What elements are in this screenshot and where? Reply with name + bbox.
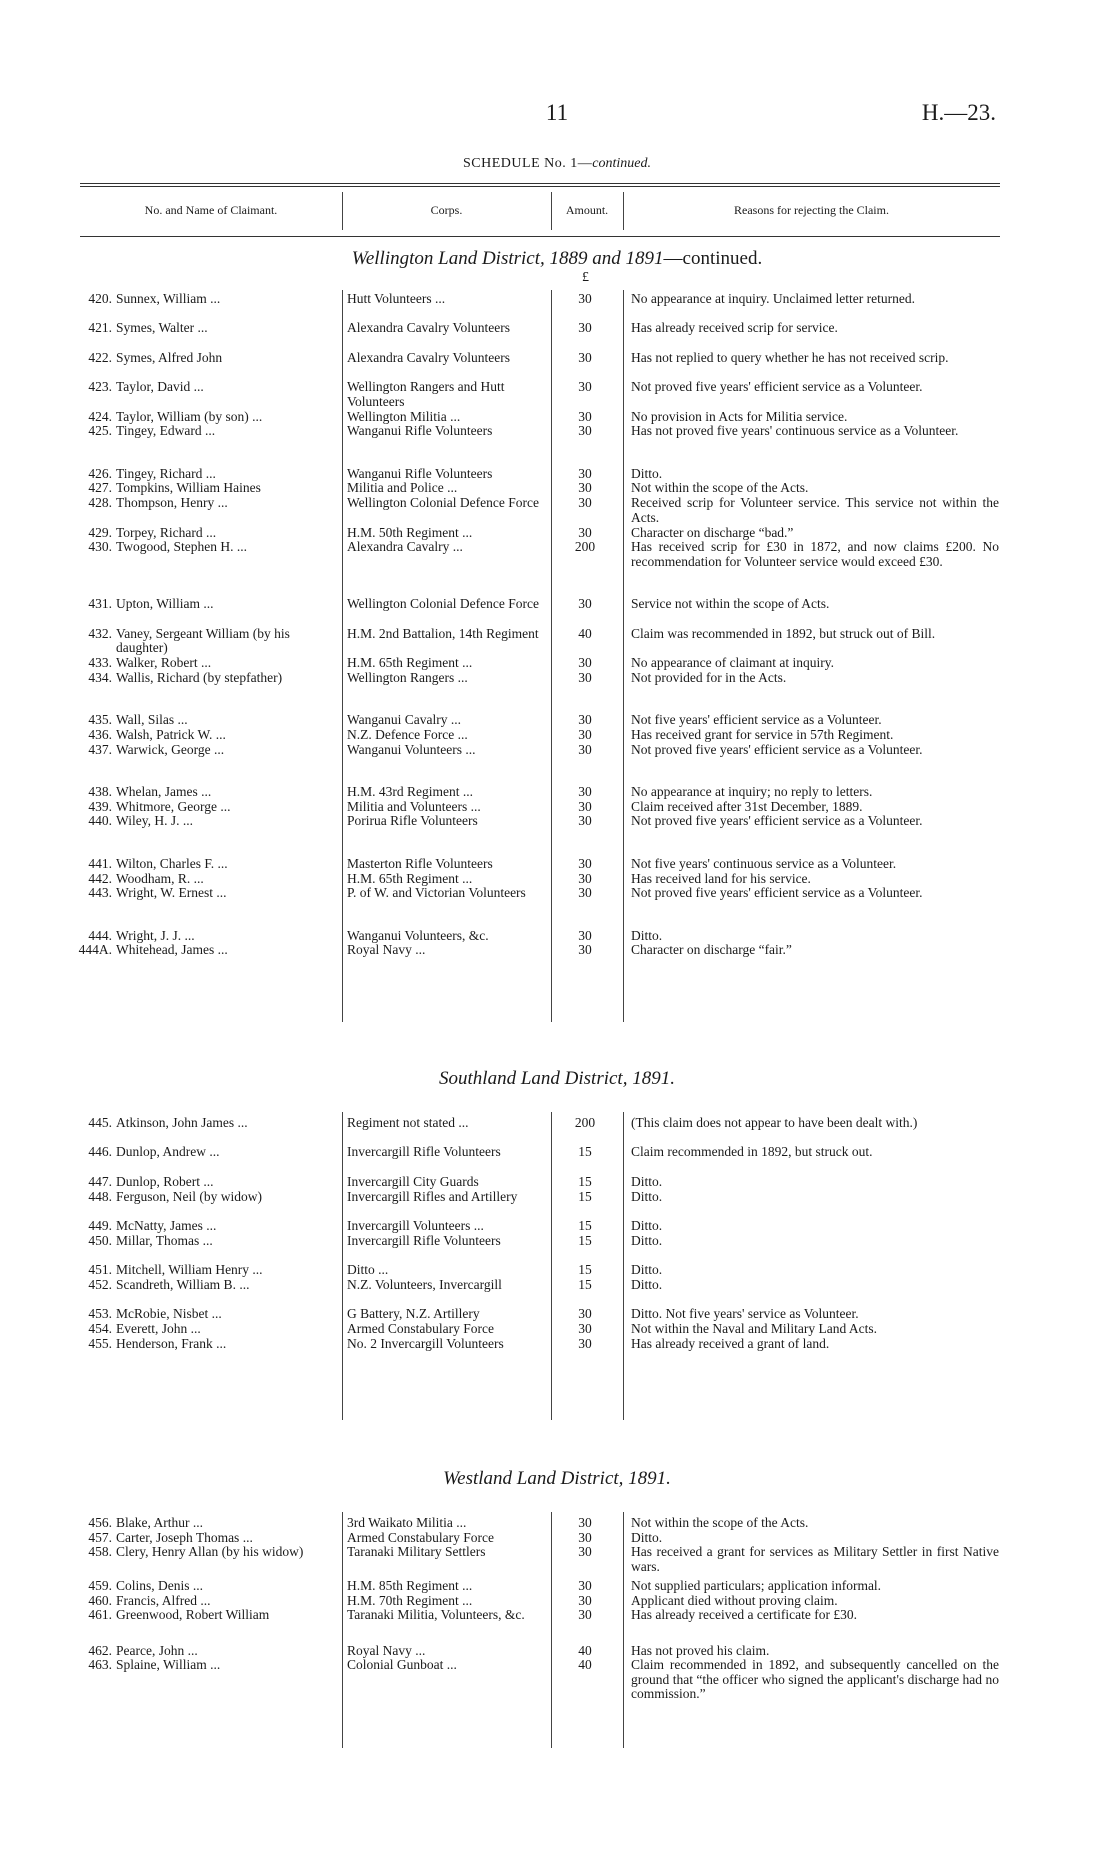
cell-reason: No provision in Acts for Militia service. [631,408,848,424]
cell-num: 428. [88,495,112,511]
cell-amount: 30 [578,927,592,943]
cell-corps: Wanganui Volunteers, &c. [347,927,489,943]
column-rule [342,1512,343,1748]
cell-amount: 200 [574,539,596,555]
cell-amount: 30 [578,741,592,757]
cell-reason: Service not within the scope of Acts. [631,596,830,612]
cell-corps: Taranaki Military Settlers [347,1544,486,1560]
cell-reason: Has not proved his claim. [631,1642,770,1658]
cell-amount: 30 [578,1335,592,1351]
cell-name: Wright, W. Ernest ... [116,885,227,901]
cell-amount: 15 [578,1144,592,1160]
cell-reason: Not within the scope of the Acts. [631,1515,809,1530]
schedule-continued: continued. [592,156,651,171]
cell-num: 436. [88,726,112,742]
cell-amount: 30 [578,349,592,365]
cell-corps: Regiment not stated ... [347,1115,469,1130]
header-top-rule [80,183,1000,184]
cell-num: 452. [88,1276,112,1292]
cell-name: Twogood, Stephen H. ... [116,539,248,555]
cell-reason: Has already received a grant of land. [631,1335,830,1351]
cell-corps: Wellington Rangers ... [347,669,468,685]
cell-corps: Colonial Gunboat ... [347,1657,457,1673]
cell-num: 430. [88,539,112,555]
cell-amount: 30 [578,813,592,829]
currency-symbol: £ [582,270,589,285]
cell-corps: Royal Navy ... [347,1642,426,1658]
cell-amount: 30 [578,784,592,799]
cell-reason: Not five years' continuous service as a Volunteer. [631,855,897,871]
page-reference: H.—23. [921,100,996,125]
cell-name: Henderson, Frank ... [116,1335,227,1351]
cell-corps: H.M. 65th Regiment ... [347,870,473,886]
cell-num: 441. [88,855,112,871]
header-reason: Reasons for rejecting the Claim. [734,203,889,217]
cell-name: Upton, William ... [116,596,214,612]
cell-amount: 30 [578,1306,592,1322]
cell-name: Francis, Alfred ... [116,1592,211,1608]
cell-name: Dunlop, Robert ... [116,1173,214,1189]
cell-num: 433. [88,655,112,671]
column-rule [623,290,624,1022]
cell-reason: Not proved five years' efficient service as a Volunteer. [631,379,923,395]
cell-reason: Has received grant for service in 57th Regiment. [631,726,894,742]
cell-num: 440. [88,813,112,829]
cell-corps: 3rd Waikato Militia ... [347,1515,467,1530]
cell-reason: Has not proved five years' continuous service as a Volunteer. [631,423,959,439]
cell-amount: 40 [578,1657,592,1673]
cell-corps: Masterton Rifle Volunteers [347,855,493,871]
cell-num: 444. [88,927,112,943]
cell-corps: H.M. 50th Regiment ... [347,524,473,540]
cell-corps: Wellington Rangers and Hutt Volunteers [347,379,505,409]
cell-corps: No. 2 Invercargill Volunteers [347,1335,504,1351]
cell-amount: 30 [578,465,592,481]
cell-corps: N.Z. Volunteers, Invercargill [347,1276,502,1292]
cell-name: Atkinson, John James ... [116,1115,248,1130]
cell-name: Tingey, Edward ... [116,423,216,439]
cell-num: 439. [88,798,112,814]
cell-corps: Taranaki Militia, Volunteers, &c. [347,1607,525,1623]
cell-reason: Has not replied to query whether he has not received scrip. [631,349,949,365]
cell-num: 446. [88,1144,112,1160]
cell-num: 450. [88,1232,112,1248]
cell-amount: 30 [578,1320,592,1336]
cell-num: 432. [88,625,112,641]
cell-amount: 30 [578,291,592,306]
cell-name: Sunnex, William ... [116,291,221,306]
header-claimant: No. and Name of Claimant. [144,203,278,217]
cell-reason: Ditto. [631,1262,663,1277]
cell-num: 427. [88,480,112,496]
cell-num: 445. [88,1115,112,1130]
cell-amount: 30 [578,1529,592,1545]
cell-name: Whelan, James ... [116,784,212,799]
section-title-suffix: —continued. [663,248,763,269]
cell-reason: Ditto. [631,1232,663,1248]
cell-amount: 30 [578,1607,592,1623]
cell-reason: No appearance of claimant at inquiry. [631,655,835,671]
cell-num: 453. [88,1306,112,1322]
column-rule [551,1112,552,1420]
cell-amount: 30 [578,408,592,424]
cell-amount: 15 [578,1217,592,1233]
schedule-title-text: SCHEDULE No. 1— [463,156,593,171]
cell-name: Thompson, Henry ... [116,495,228,511]
cell-name: Woodham, R. ... [116,870,204,886]
cell-corps: Wellington Colonial Defence Force [347,596,539,612]
cell-reason: Character on discharge “fair.” [631,942,792,958]
cell-name: Wilton, Charles F. ... [116,855,228,871]
cell-reason: Ditto. Not five years' service as Volunteer. [631,1306,859,1322]
schedule-title [0,156,1114,172]
cell-num: 421. [88,320,112,336]
cell-reason: Not five years' efficient service as a Volunteer. [631,712,882,728]
cell-corps: H.M. 70th Regiment ... [347,1592,473,1608]
cell-reason: Ditto. [631,1276,663,1292]
cell-name: Colins, Denis ... [116,1577,204,1593]
cell-num: 459. [88,1577,112,1593]
cell-num: 457. [88,1529,112,1545]
cell-num: 431. [88,596,112,612]
cell-name: Scandreth, William B. ... [116,1276,250,1292]
cell-name: Wiley, H. J. ... [116,813,193,829]
cell-corps: Alexandra Cavalry Volunteers [347,349,510,365]
cell-reason: Has received scrip for £30 in 1872, and now claims £200. No recommendation for Volunteer service would exceed £30. [631,539,999,569]
cell-corps: Wanganui Volunteers ... [347,741,476,757]
cell-corps: H.M. 85th Regiment ... [347,1577,473,1593]
cell-corps: Wanganui Cavalry ... [347,712,462,728]
header-corps: Corps. [430,203,463,217]
cell-num: 434. [88,669,112,685]
cell-num: 429. [88,524,112,540]
cell-amount: 30 [578,942,592,958]
cell-reason: No appearance at inquiry. Unclaimed letter returned. [631,291,915,306]
cell-num: 422. [88,349,112,365]
cell-reason: Not supplied particulars; application informal. [631,1577,882,1593]
cell-corps: Wanganui Rifle Volunteers [347,465,493,481]
cell-corps: H.M. 2nd Battalion, 14th Regiment [347,625,539,641]
cell-num: 451. [88,1262,112,1277]
cell-name: Warwick, George ... [116,741,225,757]
cell-corps: Hutt Volunteers ... [347,291,446,306]
cell-amount: 30 [578,855,592,871]
header-bottom-rule [80,236,1000,237]
cell-corps: Militia and Police ... [347,480,458,496]
cell-reason: Claim recommended in 1892, but struck out. [631,1144,873,1160]
cell-reason: Received scrip for Volunteer service. This service not within the Acts. [631,495,999,525]
cell-amount: 30 [578,423,592,439]
cell-amount: 30 [578,655,592,671]
cell-name: Taylor, David ... [116,379,204,395]
column-rule [551,290,552,1022]
cell-reason: Not provided for in the Acts. [631,669,787,685]
cell-corps: G Battery, N.Z. Artillery [347,1306,480,1322]
cell-num: 435. [88,712,112,728]
cell-name: Walsh, Patrick W. ... [116,726,226,742]
cell-amount: 30 [578,726,592,742]
section-title-westland [0,1468,1114,1490]
cell-name: Whitehead, James ... [116,942,228,958]
cell-num: 447. [88,1173,112,1189]
cell-name: Taylor, William (by son) ... [116,408,263,424]
cell-name: Carter, Joseph Thomas ... [116,1529,253,1545]
cell-corps: Invercargill Rifle Volunteers [347,1232,501,1248]
cell-num: 420. [88,291,112,306]
cell-amount: 15 [578,1276,592,1292]
cell-reason: No appearance at inquiry; no reply to letters. [631,784,873,799]
cell-name: Wallis, Richard (by stepfather) [116,669,283,685]
cell-reason: Applicant died without proving claim. [631,1592,838,1608]
cell-amount: 15 [578,1173,592,1189]
cell-name: Everett, John ... [116,1320,201,1336]
cell-num: 424. [88,408,112,424]
cell-corps: Invercargill City Guards [347,1173,479,1189]
cell-num: 448. [88,1188,112,1204]
cell-name: Dunlop, Andrew ... [116,1144,220,1160]
cell-corps: Wellington Militia ... [347,408,461,424]
cell-num: 455. [88,1335,112,1351]
cell-num: 463. [88,1657,112,1673]
cell-amount: 30 [578,798,592,814]
cell-amount: 40 [578,1642,592,1658]
cell-reason: Ditto. [631,1188,663,1204]
cell-corps: Alexandra Cavalry Volunteers [347,320,510,336]
cell-corps: Ditto ... [347,1262,389,1277]
cell-num: 458. [88,1544,112,1560]
header-top-rule-2 [80,186,1000,187]
cell-reason: Ditto. [631,1217,663,1233]
cell-name: Ferguson, Neil (by widow) [116,1188,262,1204]
header-amount: Amount. [565,203,609,217]
cell-corps: N.Z. Defence Force ... [347,726,468,742]
cell-name: McRobie, Nisbet ... [116,1306,222,1322]
cell-num: 462. [88,1642,112,1658]
cell-name: Vaney, Sergeant William (by his daughter) [116,625,290,656]
section-title-text: Southland Land District, 1891. [439,1068,675,1089]
cell-amount: 30 [578,596,592,612]
cell-amount: 15 [578,1232,592,1248]
cell-corps: P. of W. and Victorian Volunteers [347,885,526,901]
cell-reason: Not proved five years' efficient service as a Volunteer. [631,741,923,757]
cell-corps: Porirua Rifle Volunteers [347,813,478,829]
cell-reason: Ditto. [631,927,663,943]
cell-reason: Ditto. [631,465,663,481]
cell-amount: 15 [578,1188,592,1204]
cell-amount: 30 [578,870,592,886]
cell-name: Pearce, John ... [116,1642,198,1658]
cell-reason: Claim was recommended in 1892, but struck out of Bill. [631,625,936,641]
cell-name: Mitchell, William Henry ... [116,1262,263,1277]
cell-name: Symes, Alfred John [116,349,223,365]
cell-reason: Claim recommended in 1892, and subsequently cancelled on the ground that “the officer who signed the applicant's discharge had no commission.” [631,1657,999,1702]
section-title-text: Westland Land District, 1891. [443,1468,671,1489]
cell-reason: Not proved five years' efficient service as a Volunteer. [631,885,923,901]
page-number: 11 [545,100,569,125]
cell-name: Torpey, Richard ... [116,524,217,540]
cell-corps: H.M. 43rd Regiment ... [347,784,473,799]
cell-num: 449. [88,1217,112,1233]
cell-reason: Not proved five years' efficient service as a Volunteer. [631,813,923,829]
cell-num: 425. [88,423,112,439]
section-title-text: Wellington Land District, 1889 and 1891 [351,248,664,269]
cell-name: Wright, J. J. ... [116,927,195,943]
cell-corps: Invercargill Volunteers ... [347,1217,484,1233]
cell-amount: 30 [578,524,592,540]
cell-reason: Character on discharge “bad.” [631,524,794,540]
cell-num: 454. [88,1320,112,1336]
cell-name: Splaine, William ... [116,1657,221,1673]
cell-num: 461. [88,1607,112,1623]
cell-num: 442. [88,870,112,886]
cell-name: Wall, Silas ... [116,712,188,728]
cell-amount: 30 [578,1544,592,1560]
cell-amount: 30 [578,1592,592,1608]
cell-corps: Royal Navy ... [347,942,426,958]
cell-name: Whitmore, George ... [116,798,231,814]
cell-name: Greenwood, Robert William [116,1607,270,1623]
cell-reason: (This claim does not appear to have been dealt with.) [631,1115,918,1130]
cell-name: Symes, Walter ... [116,320,208,336]
cell-num: 460. [88,1592,112,1608]
cell-reason: Not within the Naval and Military Land Acts. [631,1320,877,1336]
cell-corps: Militia and Volunteers ... [347,798,481,814]
column-rule [623,1512,624,1748]
cell-reason: Not within the scope of the Acts. [631,480,809,496]
cell-amount: 30 [578,885,592,901]
cell-corps: Invercargill Rifles and Artillery [347,1188,518,1204]
cell-num: 438. [88,784,112,799]
cell-amount: 30 [578,480,592,496]
cell-num: 423. [88,379,112,395]
cell-amount: 30 [578,669,592,685]
cell-name: Walker, Robert ... [116,655,212,671]
cell-reason: Has already received a certificate for £30. [631,1607,857,1623]
cell-amount: 200 [574,1115,596,1130]
cell-amount: 30 [578,1515,592,1530]
cell-reason: Has received land for his service. [631,870,811,886]
cell-name: McNatty, James ... [116,1217,217,1233]
cell-amount: 30 [578,495,592,511]
cell-corps: Wellington Colonial Defence Force [347,495,539,511]
cell-corps: H.M. 65th Regiment ... [347,655,473,671]
cell-corps: Wanganui Rifle Volunteers [347,423,493,439]
cell-num: 444A. [78,942,112,958]
column-rule [623,1112,624,1420]
column-rule [342,1112,343,1420]
cell-corps: Invercargill Rifle Volunteers [347,1144,501,1160]
column-rule [551,1512,552,1748]
cell-corps: Armed Constabulary Force [347,1320,494,1336]
section-title-wellington [0,248,1114,270]
cell-amount: 30 [578,712,592,728]
cell-num: 443. [88,885,112,901]
cell-amount: 30 [578,379,592,395]
cell-num: 437. [88,741,112,757]
cell-reason: Claim received after 31st December, 1889. [631,798,863,814]
cell-amount: 40 [578,625,592,641]
cell-num: 426. [88,465,112,481]
cell-corps: Armed Constabulary Force [347,1529,494,1545]
cell-name: Tingey, Richard ... [116,465,216,481]
cell-reason: Ditto. [631,1173,663,1189]
cell-name: Clery, Henry Allan (by his widow) [116,1544,304,1560]
cell-amount: 30 [578,320,592,336]
cell-name: Tompkins, William Haines [116,480,261,496]
column-rule [342,290,343,1022]
cell-name: Millar, Thomas ... [116,1232,213,1248]
cell-num: 456. [88,1515,112,1530]
cell-corps: Alexandra Cavalry ... [347,539,463,555]
cell-reason: Ditto. [631,1529,663,1545]
cell-reason: Has received a grant for services as Military Settler in first Native wars. [631,1544,999,1574]
cell-amount: 30 [578,1577,592,1593]
cell-amount: 15 [578,1262,592,1277]
section-title-southland [0,1068,1114,1090]
cell-name: Blake, Arthur ... [116,1515,203,1530]
cell-reason: Has already received scrip for service. [631,320,838,336]
